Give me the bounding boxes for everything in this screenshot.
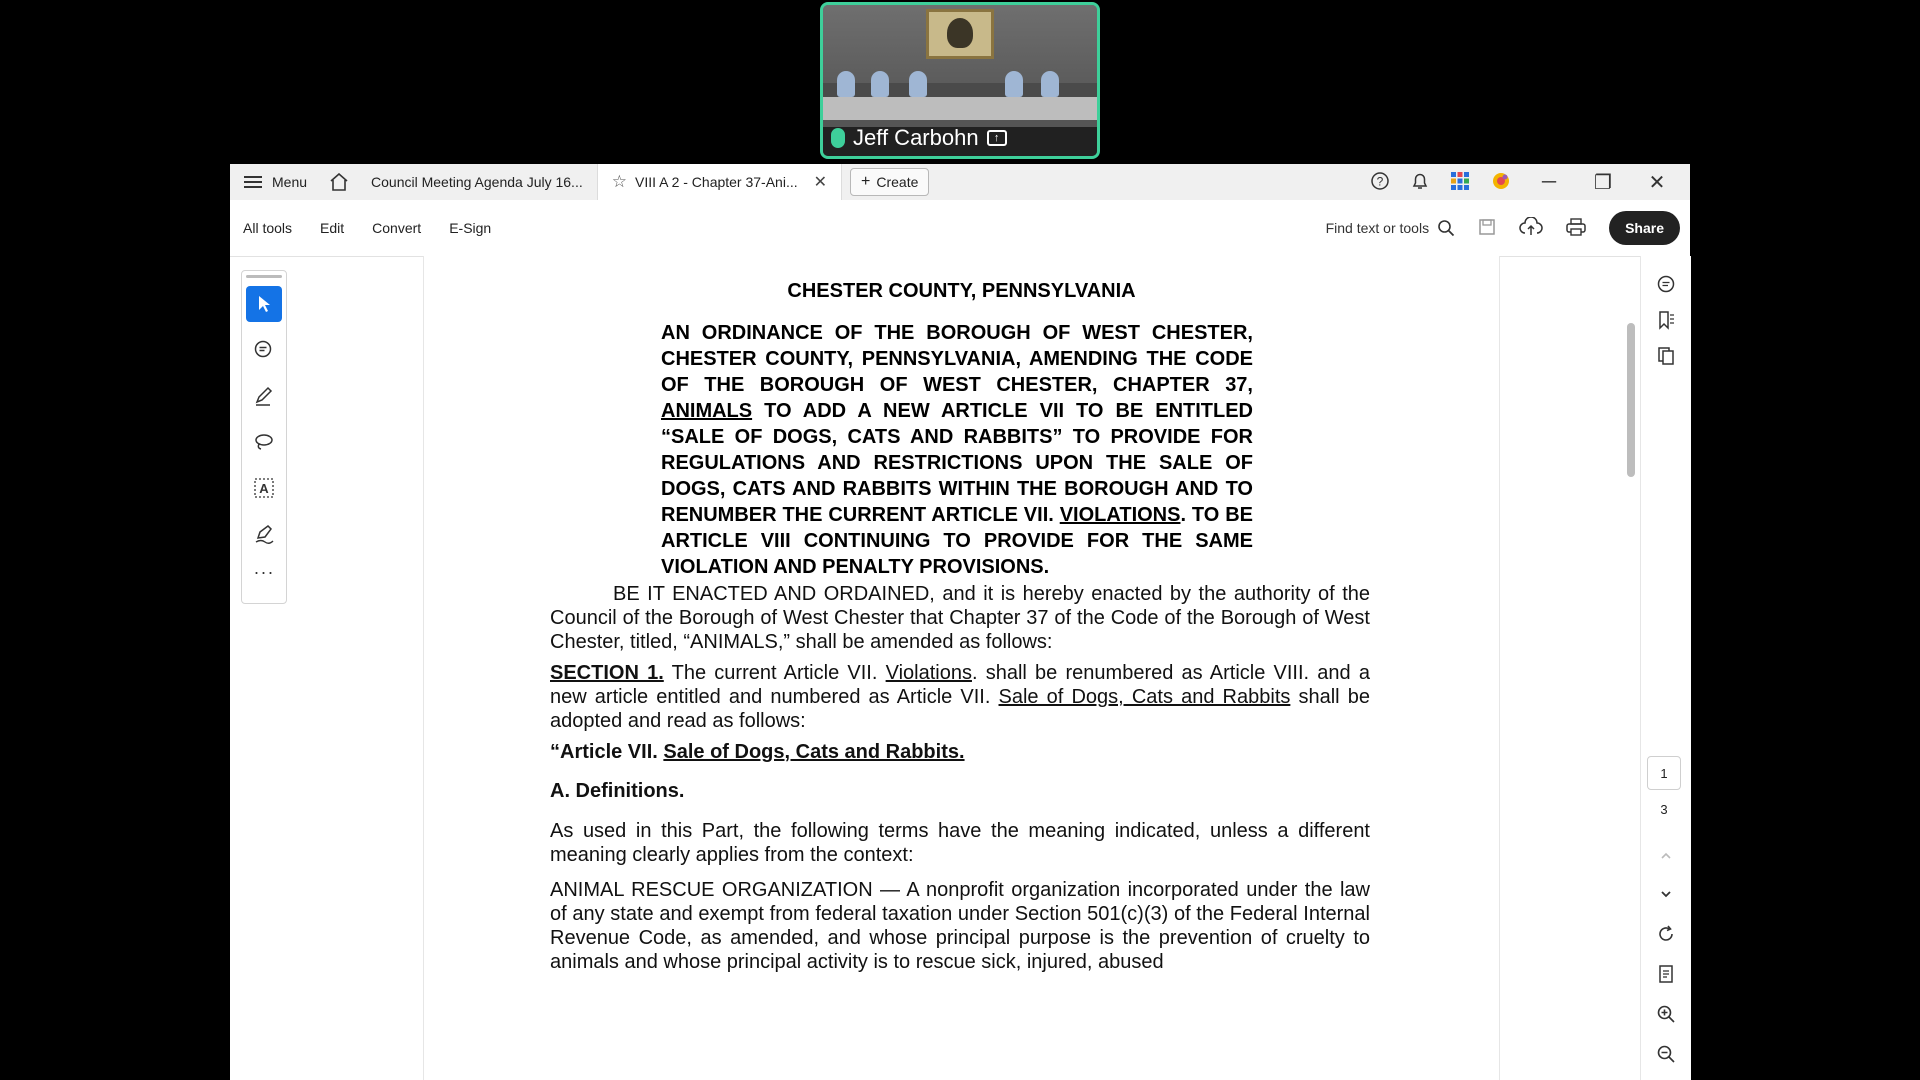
participant-namebar <box>823 120 1097 156</box>
comment-icon <box>253 339 275 361</box>
share-button[interactable]: Share <box>1609 211 1680 245</box>
council-member <box>1041 71 1059 97</box>
council-member <box>837 71 855 97</box>
article-prefix: “Article VII. <box>550 741 664 763</box>
search-icon <box>1437 219 1455 237</box>
hamburger-icon <box>244 176 262 188</box>
pdf-page <box>424 256 1499 1080</box>
main-toolbar <box>230 200 1690 257</box>
tab-chapter-37[interactable] <box>598 164 842 200</box>
comment-at-icon <box>1656 274 1676 294</box>
chevron-up-icon <box>1658 848 1674 864</box>
menu-button[interactable] <box>230 164 321 200</box>
bell-icon[interactable] <box>1410 171 1430 194</box>
title-text: TO ADD A NEW ARTICLE VII TO BE ENTITLED “SALE OF DOGS, CATS AND RABBITS” TO PROVIDE FOR REGULATIONS AND RESTRICTIONS UPON THE SALE OF DOGS, CATS AND RABBITS WITHIN THE BOROUGH AND TO RENUMBER THE CURRENT ARTICLE VII. <box>661 400 1253 526</box>
lasso-icon <box>253 431 275 453</box>
section-1-label: SECTION 1. <box>550 662 664 684</box>
close-window-button[interactable]: ✕ <box>1648 171 1666 194</box>
section-1-paragraph <box>550 661 1370 733</box>
find-text-button[interactable] <box>1326 219 1456 237</box>
edit-menu[interactable]: Edit <box>320 220 345 236</box>
plus-icon: + <box>861 173 871 190</box>
mic-icon <box>831 128 845 148</box>
tab-label: VIII A 2 - Chapter 37-Ani... <box>634 174 798 190</box>
section-1-text: The current Article VII. <box>663 662 886 684</box>
rail-grip[interactable] <box>246 275 282 278</box>
select-tool-button[interactable] <box>246 286 282 322</box>
chevron-down-icon <box>1658 886 1674 902</box>
title-animals: ANIMALS <box>661 400 753 422</box>
cursor-arrow-icon <box>255 294 273 314</box>
previous-page-button[interactable] <box>1650 840 1682 872</box>
restore-button[interactable]: ❐ <box>1594 171 1612 194</box>
esign-menu[interactable]: E-Sign <box>449 220 492 236</box>
zoom-in-button[interactable] <box>1650 998 1682 1030</box>
svg-text:?: ? <box>1376 174 1384 188</box>
find-label: Find text or tools <box>1325 220 1430 236</box>
article-heading <box>550 740 1370 764</box>
signature-pen-icon <box>253 523 275 545</box>
zoom-in-icon <box>1656 1004 1676 1024</box>
tabbar-right <box>1370 170 1690 195</box>
upload-cloud-icon[interactable] <box>1519 217 1543 240</box>
zoom-out-icon <box>1656 1044 1676 1064</box>
help-icon[interactable] <box>1370 171 1390 194</box>
ordinance-title <box>661 320 1253 580</box>
sign-tool-button[interactable] <box>246 516 282 552</box>
vertical-scrollbar[interactable] <box>1623 256 1637 1080</box>
highlight-tool-button[interactable] <box>246 378 282 414</box>
next-page-button[interactable] <box>1650 878 1682 910</box>
rotate-icon <box>1656 924 1676 944</box>
section-1-text: shall be adopted and read as follows: <box>550 686 1370 732</box>
definitions-heading: A. Definitions. <box>550 780 685 802</box>
total-pages: 3 <box>1660 802 1668 817</box>
rotate-button[interactable] <box>1650 918 1682 950</box>
apps-grid-icon[interactable] <box>1450 171 1470 194</box>
council-member <box>1005 71 1023 97</box>
tab-bar <box>230 164 1690 200</box>
quick-tools-rail <box>241 270 287 604</box>
pen-icon <box>253 385 275 407</box>
ai-assistant-icon[interactable] <box>1490 170 1512 195</box>
home-icon <box>329 173 349 191</box>
text-box-icon <box>253 477 275 499</box>
right-panel-rail <box>1640 256 1691 1080</box>
section-1-text: . shall be renumbered as Article VIII. and a new article entitled and numbered as Article VII. <box>550 662 1370 708</box>
toolbar-right <box>1326 211 1690 245</box>
text-tool-button[interactable] <box>246 470 282 506</box>
screen-share-icon: ↑ <box>987 130 1007 146</box>
acrobat-window <box>230 164 1690 1080</box>
minimize-button[interactable]: ─ <box>1541 170 1557 193</box>
create-label: Create <box>876 174 919 190</box>
menu-label: Menu <box>272 174 308 190</box>
close-tab-icon[interactable]: ✕ <box>813 174 828 191</box>
all-tools-menu[interactable]: All tools <box>243 220 293 236</box>
comment-tool-button[interactable] <box>246 332 282 368</box>
title-text: AN ORDINANCE OF THE BOROUGH OF WEST CHESTER, CHESTER COUNTY, PENNSYLVANIA, AMENDING THE CODE OF THE BOROUGH OF WEST CHESTER, CHAPTER 37, <box>661 322 1253 396</box>
tab-council-agenda[interactable] <box>357 164 598 200</box>
document-viewport[interactable] <box>423 256 1500 1080</box>
participant-name: Jeff Carbohn <box>853 125 979 150</box>
definition-animal-rescue: ANIMAL RESCUE ORGANIZATION — A nonprofit organization incorporated under the law of any state and exempt from federal taxation under Section 501(c)(3) of the Federal Internal Revenue Code, as amended, and whose principal purpose is the prevention of cruelty to animals and whose principal activity is to rescue sick, injured, abused <box>550 879 1370 973</box>
bookmark-icon <box>1656 310 1676 330</box>
title-text: . TO BE ARTICLE VIII CONTINUING TO PROVIDE FOR THE SAME VIOLATION AND PENALTY PROVISIONS. <box>661 504 1253 578</box>
comments-panel-button[interactable] <box>1650 268 1682 300</box>
tab-label: Council Meeting Agenda July 16... <box>371 174 583 190</box>
council-member <box>871 71 889 97</box>
svg-text:A: A <box>259 481 269 496</box>
scrollbar-thumb[interactable] <box>1627 323 1635 477</box>
page-display-button[interactable] <box>1650 958 1682 990</box>
article-title: Sale of Dogs, Cats and Rabbits. <box>663 741 965 763</box>
definitions-intro: As used in this Part, the following terms have the meaning indicated, unless a different meaning clearly applies from the context: <box>550 820 1370 866</box>
print-icon[interactable] <box>1565 217 1587 240</box>
section-1-sale: Sale of Dogs, Cats and Rabbits <box>998 686 1291 708</box>
video-tile[interactable] <box>820 2 1100 159</box>
section-1-violations: Violations <box>885 662 972 684</box>
more-tools-button[interactable]: ··· <box>253 562 275 582</box>
convert-menu[interactable]: Convert <box>372 220 422 236</box>
star-icon[interactable]: ☆ <box>611 172 627 191</box>
council-member <box>909 71 927 97</box>
doc-heading: CHESTER COUNTY, PENNSYLVANIA <box>787 280 1136 302</box>
draw-tool-button[interactable] <box>246 424 282 460</box>
zoom-out-button[interactable] <box>1650 1038 1682 1070</box>
pages-icon <box>1656 346 1676 366</box>
home-button[interactable] <box>321 164 357 200</box>
pages-panel-button[interactable] <box>1650 340 1682 372</box>
enacted-paragraph: BE IT ENACTED AND ORDAINED, and it is hereby enacted by the authority of the Council of the Borough of West Chester that Chapter 37 of the Code of the Borough of West Chester, titled, “ANIMALS,” shall be amended as follows: <box>550 583 1370 653</box>
current-page-input[interactable]: 1 <box>1647 756 1681 790</box>
bookmarks-panel-button[interactable] <box>1650 304 1682 336</box>
borough-seal <box>926 9 994 59</box>
save-icon[interactable] <box>1477 217 1497 240</box>
page-view-icon <box>1656 964 1676 984</box>
create-button[interactable] <box>850 168 929 196</box>
title-violations: VIOLATIONS <box>1059 504 1181 526</box>
